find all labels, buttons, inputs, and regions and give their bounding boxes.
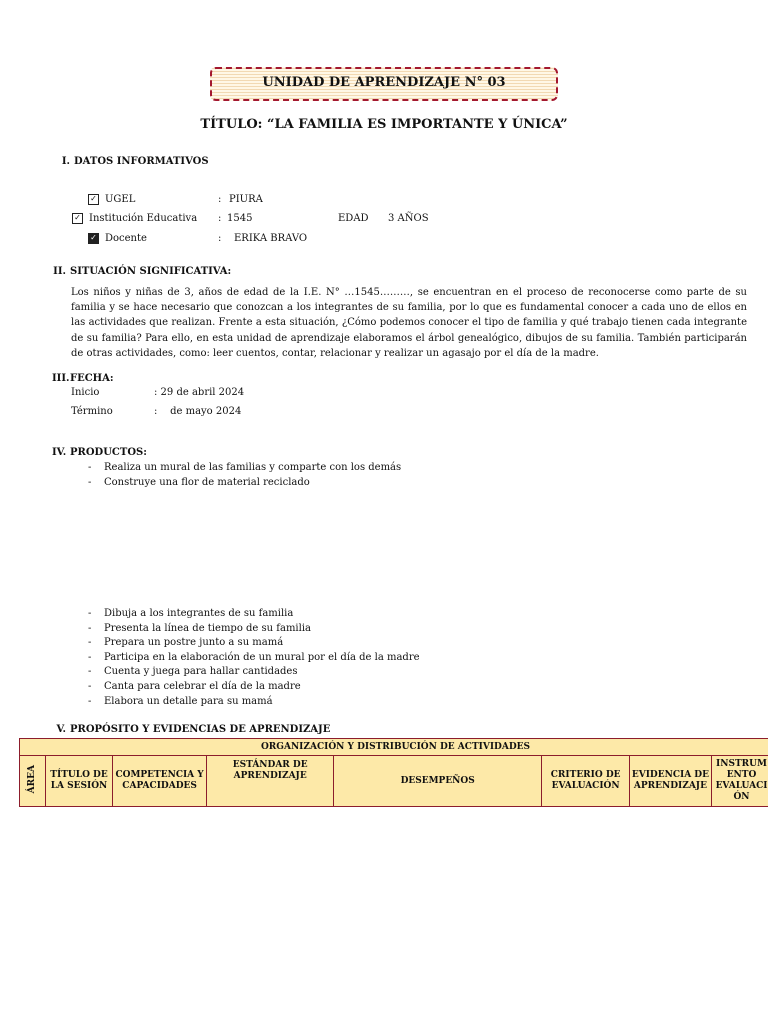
list-item: - Prepara un postre junto a su mamá	[88, 636, 420, 651]
checkbox-icon: ✓	[88, 233, 99, 244]
section-1-heading	[56, 156, 209, 167]
unit-title-box	[210, 67, 558, 101]
section-2-heading	[52, 266, 231, 277]
section-4-heading	[52, 447, 147, 458]
activities-list	[88, 607, 420, 709]
header-area: ÁREA	[20, 756, 46, 807]
fecha-inicio-label: Inicio	[71, 387, 100, 398]
info-label-ugel: UGEL	[105, 194, 136, 205]
fecha-inicio-value: : 29 de abril 2024	[154, 387, 245, 398]
info-row-ugel	[88, 194, 135, 205]
list-item: - Cuenta y juega para hallar cantidades	[88, 665, 420, 680]
activities-table	[19, 738, 768, 807]
info-label-docente: Docente	[105, 233, 147, 244]
list-item: - Construye una flor de material reciclado	[88, 476, 401, 491]
section-3-number: III.	[52, 373, 70, 384]
header-instrumento: INSTRUM ENTO EVALUACI ÓN	[712, 756, 768, 807]
checkbox-icon: ✓	[72, 213, 83, 224]
unit-title: UNIDAD DE APRENDIZAJE N° 03	[262, 75, 506, 90]
section-4-number: IV.	[52, 447, 67, 458]
document-title: TÍTULO: “LA FAMILIA ES IMPORTANTE Y ÚNICA”	[200, 117, 568, 132]
checkbox-icon: ✓	[88, 194, 99, 205]
section-3-heading	[52, 373, 114, 384]
section-1-number: I.	[61, 156, 70, 167]
section-2-number: II.	[53, 266, 66, 277]
table-header-row	[20, 756, 768, 807]
fecha-termino-label: Término	[71, 406, 113, 417]
header-desempenos: DESEMPEÑOS	[333, 756, 542, 807]
section-2-title: SITUACIÓN SIGNIFICATIVA:	[70, 266, 232, 277]
info-value-ugel: PIURA	[229, 194, 263, 205]
info-value-institucion: 1545	[227, 213, 253, 224]
list-item: - Dibuja a los integrantes de su familia	[88, 607, 420, 622]
info-label-institucion: Institución Educativa	[89, 213, 198, 224]
info-row-docente	[88, 233, 147, 244]
list-item: - Elabora un detalle para su mamá	[88, 695, 420, 710]
list-item: - Canta para celebrar el día de la madre	[88, 680, 420, 695]
situacion-paragraph: Los niños y niñas de 3, años de edad de la I.E. N° …1545………, se encuentran en el proceso de reconocerse como parte de su familia y se hace necesario que conozcan a los integrantes de su familia, por lo que es fundamental conocer a cada uno de ellos en las actividades que realizan. Frente a esta situación, ¿Cómo podemos conocer el tipo de familia y qué trabajo tienen cada integrante de su familia? Para ello, en esta unidad de aprendizaje elaboramos el árbol genealógico, dibujos de su familia. También participarán de otras actividades, como: leer cuentos, contar, relacionar y realizar un agasajo por el día de la madre.	[71, 287, 747, 359]
section-1-title: DATOS INFORMATIVOS	[74, 156, 209, 167]
info-label-edad: EDAD	[338, 213, 369, 224]
info-sep-ugel: :	[218, 194, 222, 205]
info-sep-institucion: :	[218, 213, 222, 224]
fecha-termino-value: : de mayo 2024	[154, 406, 242, 417]
header-titulo-sesion: TÍTULO DE LA SESIÓN	[46, 756, 112, 807]
table-caption: ORGANIZACIÓN Y DISTRIBUCIÓN DE ACTIVIDADES	[20, 739, 768, 756]
header-competencia: COMPETENCIA Y CAPACIDADES	[112, 756, 207, 807]
header-estandar: ESTÁNDAR DE APRENDIZAJE	[207, 756, 333, 807]
section-5-title: PROPÓSITO Y EVIDENCIAS DE APRENDIZAJE	[70, 724, 331, 735]
list-item: - Presenta la línea de tiempo de su familia	[88, 622, 420, 637]
info-row-institucion	[72, 213, 197, 224]
section-3-title: FECHA:	[70, 373, 114, 384]
list-item: - Realiza un mural de las familias y comparte con los demás	[88, 461, 401, 476]
info-sep-docente: :	[218, 233, 222, 244]
info-value-edad: 3 AÑOS	[388, 213, 429, 224]
header-evidencia: EVIDENCIA DE APRENDIZAJE	[629, 756, 711, 807]
table-caption-row	[20, 739, 768, 756]
section-5-number: V.	[56, 724, 66, 735]
products-list	[88, 461, 401, 490]
info-value-docente: ERIKA BRAVO	[234, 233, 308, 244]
header-criterio: CRITERIO DE EVALUACIÓN	[542, 756, 629, 807]
section-5-heading	[52, 724, 330, 735]
list-item: - Participa en la elaboración de un mural por el día de la madre	[88, 651, 420, 666]
section-4-title: PRODUCTOS:	[70, 447, 147, 458]
